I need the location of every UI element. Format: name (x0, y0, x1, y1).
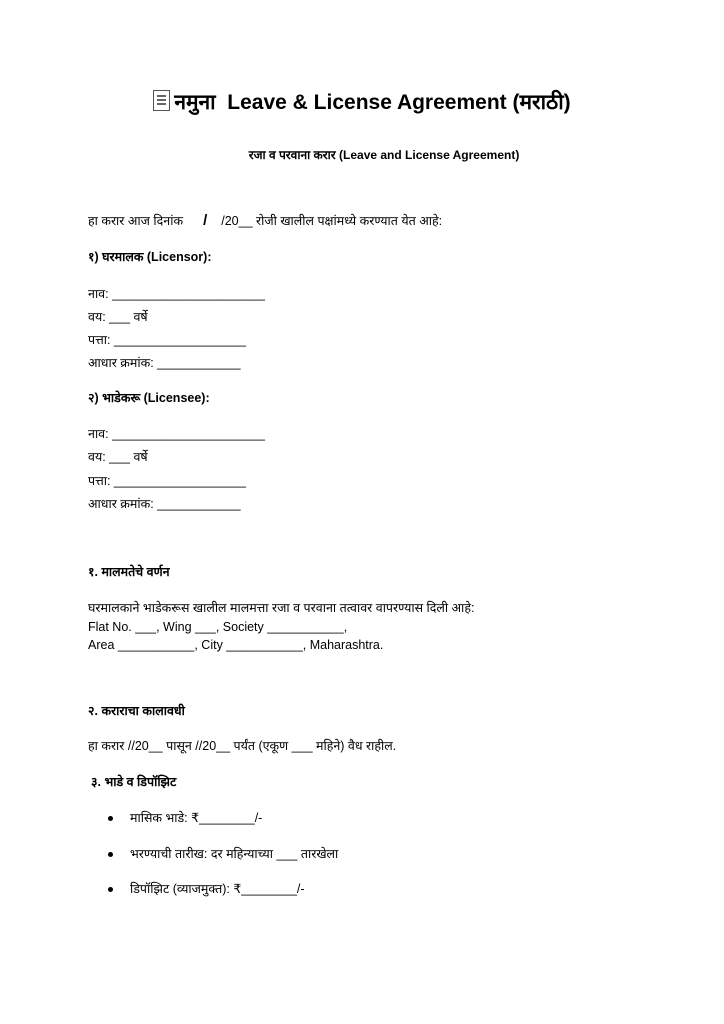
document-icon (153, 90, 170, 111)
intro-line (88, 212, 442, 229)
licensee-aadhaar-field: आधार क्रमांक: ____________ (88, 497, 241, 511)
title-marathi: नमुना (174, 91, 216, 114)
licensee-age-field: वय: ___ वर्षे (88, 450, 148, 464)
licensee-heading: २) भाडेकरू (Licensee): (88, 391, 210, 405)
section1-line3: Area ___________, City ___________, Maharashtra. (88, 638, 384, 652)
section1-heading: १. मालमतेचे वर्णन (88, 565, 170, 579)
licensor-age-field: वय: ___ वर्षे (88, 310, 148, 324)
list-item-text: मासिक भाडे: ₹________/- (130, 811, 263, 825)
section3-heading: ३. भाडे व डिपॉझिट (91, 775, 177, 789)
licensor-aadhaar-field: आधार क्रमांक: ____________ (88, 356, 241, 370)
page-title (0, 88, 724, 116)
intro-prefix: हा करार आज दिनांक (88, 214, 184, 228)
section1-line1: घरमालकाने भाडेकरूस खालील मालमत्ता रजा व परवाना तत्वावर वापरण्यास दिली आहे: (88, 601, 475, 615)
bullet-icon (108, 852, 113, 857)
intro-suffix: /20__ रोजी खालील पक्षांमध्ये करण्यात येत आहे: (221, 214, 443, 228)
licensor-address-field: पत्ता: ___________________ (88, 333, 247, 347)
list-item (108, 809, 262, 826)
section1-line2: Flat No. ___, Wing ___, Society ___________, (88, 620, 348, 634)
section2-line1: हा करार //20__ पासून //20__ पर्यंत (एकूण ___ महिने) वैध राहील. (88, 739, 397, 753)
licensor-name-field: नाव: ______________________ (88, 287, 266, 301)
title-english: Leave & License Agreement (मराठी) (227, 91, 571, 114)
intro-slash: / (203, 212, 208, 229)
list-item-text: भरण्याची तारीख: दर महिन्याच्या ___ तारखेला (130, 847, 339, 861)
licensee-name-field: नाव: ______________________ (88, 427, 266, 441)
list-item (108, 845, 338, 862)
list-item (108, 880, 305, 897)
list-item-text: डिपॉझिट (व्याजमुक्त): ₹________/- (130, 882, 305, 896)
page-subtitle: रजा व परवाना करार (Leave and License Agreement) (248, 148, 520, 162)
section2-heading: २. कराराचा कालावधी (88, 704, 185, 718)
bullet-icon (108, 887, 113, 892)
licensor-heading: १) घरमालक (Licensor): (88, 250, 212, 264)
licensee-address-field: पत्ता: ___________________ (88, 474, 247, 488)
bullet-icon (108, 816, 113, 821)
